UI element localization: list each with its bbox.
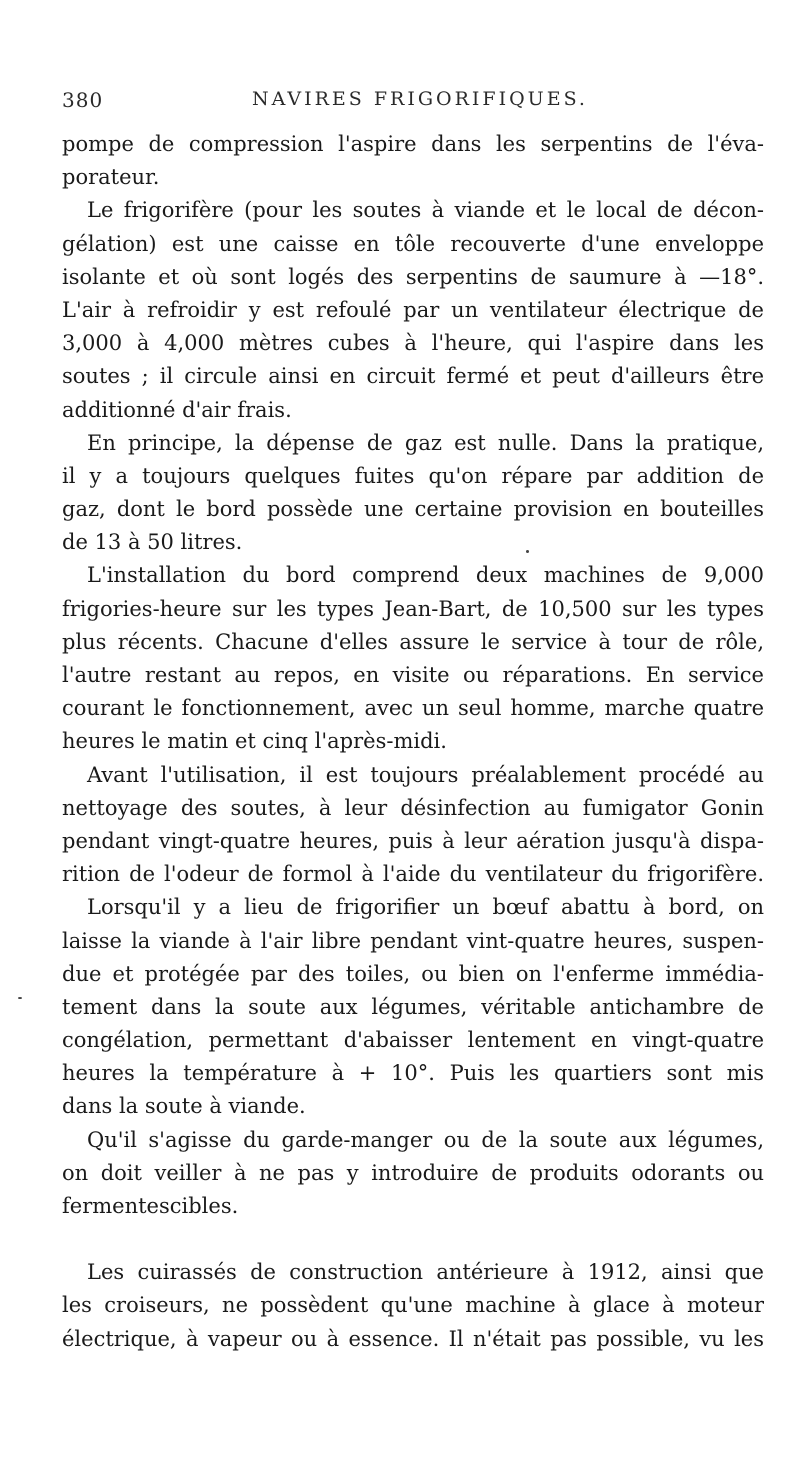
page-header xyxy=(62,88,762,118)
running-title: NAVIRES FRIGORIFIQUES. xyxy=(252,88,588,110)
text-line: isolante et où sont logés des serpentins de saumure à —18°. xyxy=(62,264,764,289)
page-number: 380 xyxy=(62,88,104,112)
text-line: les croiseurs, ne possèdent qu'une machine à glace à moteur xyxy=(62,1293,764,1318)
text-line: électrique, à vapeur ou à essence. Il n'était pas possible, vu les xyxy=(62,1326,764,1351)
text-line: dans la soute à viande. xyxy=(62,1094,306,1119)
text-line: rition de l'odeur de formol à l'aide du ventilateur du frigorifère. xyxy=(62,862,764,887)
text-line: Avant l'utilisation, il est toujours préalablement procédé au xyxy=(87,762,764,787)
text-line: 3,000 à 4,000 mètres cubes à l'heure, qui l'aspire dans les xyxy=(62,331,764,356)
text-line: heures la température à + 10°. Puis les quartiers sont mis xyxy=(62,1061,764,1086)
text-line: pompe de compression l'aspire dans les serpentins de l'éva- xyxy=(62,132,764,156)
text-line: En principe, la dépense de gaz est nulle. Dans la pratique, xyxy=(87,430,764,455)
text-line: porateur. xyxy=(62,165,160,190)
text-line: frigories-heure sur les types Jean-Bart, de 10,500 sur les types xyxy=(62,596,764,621)
text-line: Lorsqu'il y a lieu de frigorifier un bœuf abattu à bord, on xyxy=(87,895,764,920)
ink-speck xyxy=(18,997,22,999)
body-text xyxy=(62,128,764,1356)
text-line: congélation, permettant d'abaisser lentement en vingt-quatre xyxy=(62,1028,764,1053)
text-line: nettoyage des soutes, à leur désinfection au fumigator Gonin xyxy=(62,795,764,820)
text-line: gélation) est une caisse en tôle recouverte d'une enveloppe xyxy=(62,231,764,256)
text-line: soutes ; il circule ainsi en circuit fermé et peut d'ailleurs être xyxy=(62,364,764,389)
text-line: L'air à refroidir y est refoulé par un ventilateur électrique de xyxy=(62,297,764,322)
text-line: Qu'il s'agisse du garde-manger ou de la soute aux légumes, xyxy=(87,1127,764,1152)
text-line: plus récents. Chacune d'elles assure le service à tour de rôle, xyxy=(62,629,764,654)
text-line: additionné d'air frais. xyxy=(62,397,292,422)
text-line: laisse la viande à l'air libre pendant vint-quatre heures, suspen- xyxy=(62,928,764,953)
text-line: de 13 à 50 litres. xyxy=(62,530,243,555)
text-line: tement dans la soute aux légumes, véritable antichambre de xyxy=(62,994,764,1019)
text-line: fermentescibles. xyxy=(62,1194,239,1218)
ink-speck xyxy=(526,550,529,553)
text-line: pendant vingt-quatre heures, puis à leur aération jusqu'à dispa- xyxy=(62,828,764,853)
text-line: il y a toujours quelques fuites qu'on répare par addition de xyxy=(62,463,764,488)
text-line: gaz, dont le bord possède une certaine provision en bouteilles xyxy=(62,497,764,522)
text-line: heures le matin et cinq l'après-midi. xyxy=(62,729,447,754)
text-line: L'installation du bord comprend deux machines de 9,000 xyxy=(87,563,764,588)
text-line: courant le fonctionnement, avec un seul homme, marche quatre xyxy=(62,696,764,721)
section-gap xyxy=(62,1223,764,1256)
text-line: l'autre restant au repos, en visite ou réparations. En service xyxy=(62,663,764,687)
text-line: Les cuirassés de construction antérieure à 1912, ainsi que xyxy=(87,1260,764,1285)
text-line: due et protégée par des toiles, ou bien on l'enferme immédia- xyxy=(62,961,764,986)
text-line: Le frigorifère (pour les soutes à viande et le local de décon- xyxy=(87,198,764,223)
text-line: on doit veiller à ne pas y introduire de produits odorants ou xyxy=(62,1160,764,1185)
